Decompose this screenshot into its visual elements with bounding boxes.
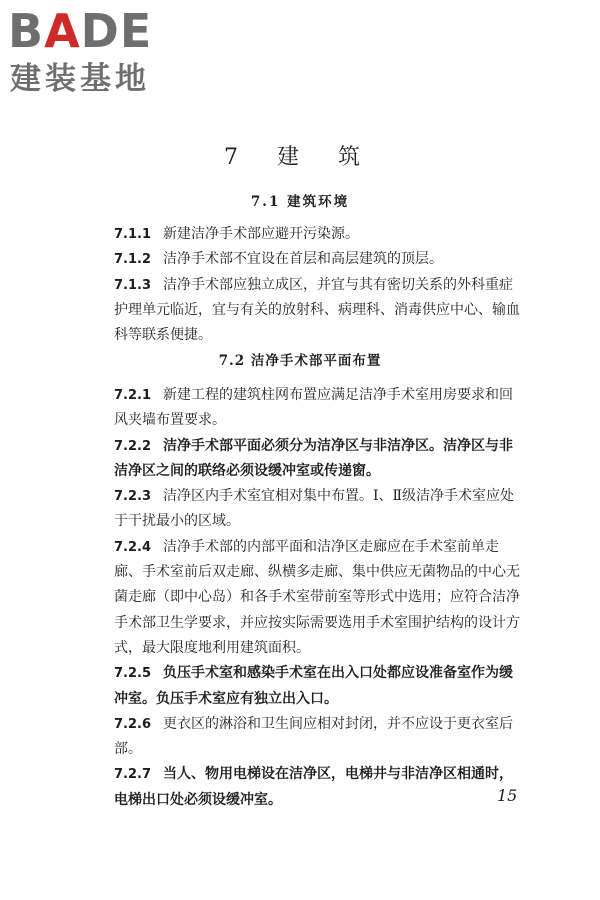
clause-7-2-1: 7.2.1 新建工程的建筑柱网布置应满足洁净手术室用房要求和回风夹墙布置要求。	[114, 387, 514, 429]
chapter-title: 7 建 筑	[224, 145, 376, 170]
logo-subtitle: 建装基地	[10, 61, 150, 97]
clause-7-2-2: 7.2.2 洁净手术部平面必须分为洁净区与非洁净区。洁净区与非洁净区之间的联络必须设缓冲室或传递窗。	[114, 437, 514, 479]
clause-7-2-5: 7.2.5 负压手术室和感染手术室在出入口处都应设准备室作为缓冲室。负压手术室应有独立出入口。	[114, 665, 514, 707]
clause-7-1-3: 7.1.3 洁净手术部应独立成区，并宜与其有密切关系的外科重症护理单元临近，宜与有关的放射科、病理科、消毒供应中心、输血科等联系便捷。	[114, 276, 520, 344]
clause-7-2-7: 7.2.7 当人、物用电梯设在洁净区，电梯井与非洁净区相通时，电梯出口处必须设缓冲室。	[114, 766, 514, 808]
clause-7-2-6: 7.2.6 更衣区的淋浴和卫生间应相对封闭，并不应设于更衣室后部。	[114, 715, 514, 758]
bade-logo	[8, 6, 178, 98]
section-title-7-2: 7.2 洁净手术部平面布置	[218, 353, 382, 369]
clause-7-1-1: 7.1.1 新建洁净手术部应避开污染源。	[114, 226, 360, 242]
clause-7-2-4: 7.2.4 洁净手术部的内部平面和洁净区走廊应在手术室前单走廊、手术室前后双走廊、纵横多走廊、集中供应无菌物品的中心无菌走廊（即中心岛）和各手术室带前室等形式中选用；应符合洁净手术部卫生学要求，并应按实际需要选用手术室围护结构的设计方式，最大限度地利用建筑面积。	[114, 538, 520, 656]
clause-7-1-2: 7.1.2 洁净手术部不宜设在首层和高层建筑的顶层。	[114, 251, 444, 268]
page-number: 15	[497, 786, 518, 805]
section-7-2-clauses	[114, 383, 526, 813]
section-title-7-1: 7.1 建筑环境	[250, 194, 350, 210]
logo-wordmark: BADE	[8, 4, 153, 58]
section-7-1-clauses	[114, 222, 526, 348]
clause-7-2-3: 7.2.3 洁净区内手术室宜相对集中布置。Ⅰ、Ⅱ级洁净手术室应处于干扰最小的区域。	[114, 488, 515, 530]
